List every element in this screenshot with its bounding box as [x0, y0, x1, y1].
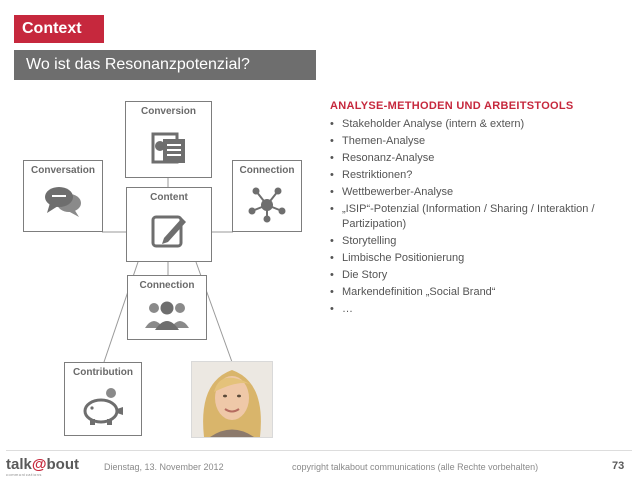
footer-divider — [6, 450, 632, 451]
node-label: Connection — [139, 280, 195, 291]
slide-subtitle: Wo ist das Resonanzpotenzial? — [14, 50, 316, 80]
list-item: • „ISIP“-Potenzial (Information / Sharing / Interaktion / Partizipation) — [330, 202, 630, 232]
node-label: Conversion — [140, 106, 196, 117]
node-label: Connection — [239, 165, 295, 176]
node-label: Contribution — [73, 367, 133, 378]
list-item: • Restriktionen? — [330, 168, 630, 183]
documents-icon — [151, 130, 187, 166]
chat-bubbles-icon — [44, 185, 82, 219]
node-contribution — [64, 362, 142, 436]
edit-pencil-icon — [150, 212, 188, 250]
node-conversation — [23, 160, 103, 232]
logo-part: bout — [46, 456, 79, 473]
methods-title: ANALYSE-METHODEN UND ARBEITSTOOLS — [330, 100, 574, 112]
node-conversion — [125, 101, 212, 178]
portrait-photo — [191, 361, 273, 438]
people-group-icon — [145, 298, 189, 332]
page-number: 73 — [612, 460, 625, 472]
list-item: • Die Story — [330, 268, 630, 283]
logo-subtitle: communications — [6, 472, 42, 477]
list-item: • Themen-Analyse — [330, 134, 630, 149]
piggy-bank-icon — [81, 387, 125, 427]
list-item: • Wettbewerber-Analyse — [330, 185, 630, 200]
list-item: • Limbische Positionierung — [330, 251, 630, 266]
list-item: • Stakeholder Analyse (intern & extern) — [330, 117, 630, 132]
node-connection-right — [232, 160, 302, 232]
network-hub-icon — [248, 183, 286, 223]
list-item: • Storytelling — [330, 234, 630, 249]
list-item: • Resonanz-Analyse — [330, 151, 630, 166]
footer-date: Dienstag, 13. November 2012 — [104, 462, 224, 472]
section-tag: Context — [14, 15, 104, 43]
list-item: • … — [330, 302, 630, 317]
node-label: Conversation — [31, 165, 95, 176]
node-connection-center — [127, 275, 207, 340]
methods-list — [330, 117, 630, 319]
node-content — [126, 187, 212, 262]
logo-part: talk — [6, 456, 32, 473]
portrait-photo-art — [192, 362, 272, 437]
node-label: Content — [150, 192, 188, 203]
logo-at: @ — [31, 456, 47, 473]
footer-copyright: copyright talkabout communications (alle Rechte vorbehalten) — [292, 462, 539, 472]
list-item: • Markendefinition „Social Brand“ — [330, 285, 630, 300]
talkabout-logo — [6, 456, 79, 473]
